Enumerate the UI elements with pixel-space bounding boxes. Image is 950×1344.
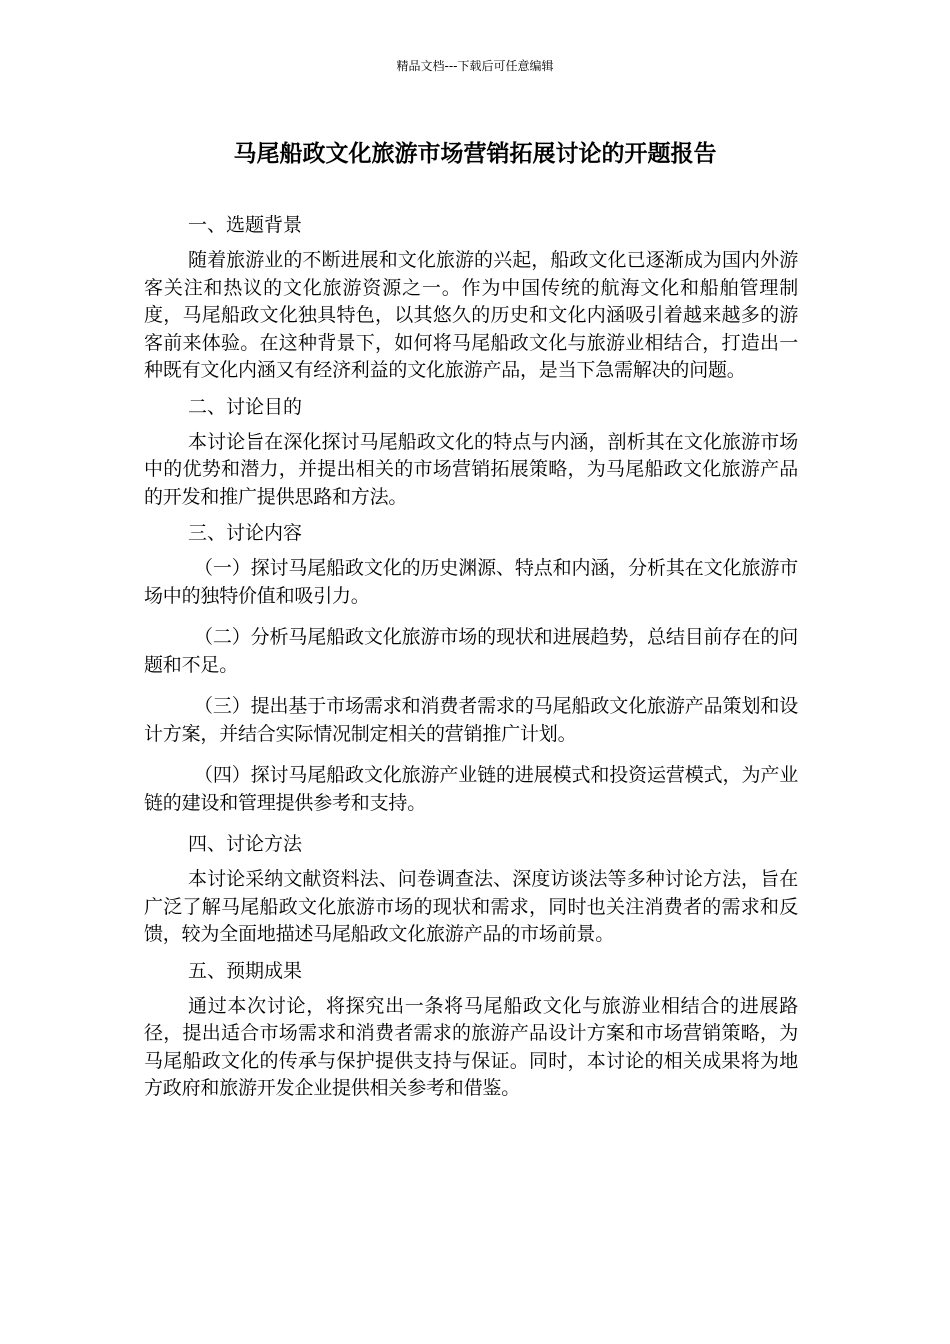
section-heading-methods: 四、讨论方法 [188, 833, 303, 855]
header-note: 精品文档---下载后可任意编辑 [396, 59, 554, 73]
section-heading-background: 一、选题背景 [188, 214, 303, 236]
content-item-1: （一）探讨马尾船政文化的历史渊源、特点和内涵，分析其在文化旅游市场中的独特价值和吸引力。 [144, 557, 798, 607]
section-heading-purpose: 二、讨论目的 [188, 395, 303, 418]
document-title: 马尾船政文化旅游市场营销拓展讨论的开题报告 [233, 141, 717, 167]
paragraph-background: 随着旅游业的不断进展和文化旅游的兴起，船政文化已逐渐成为国内外游客关注和热议的文化旅游资源之一。作为中国传统的航海文化和船舶管理制度，马尾船政文化独具特色，以其悠久的历史和文化内涵吸引着越来越多的游客前来体验。在这种背景下，如何将马尾船政文化与旅游业相结合，打造出一种既有文化内涵又有经济利益的文化旅游产品，是当下急需解决的问题。 [144, 249, 798, 381]
section-heading-outcomes: 五、预期成果 [188, 959, 303, 982]
content-item-4: （四）探讨马尾船政文化旅游产业链的进展模式和投资运营模式，为产业链的建设和管理提供参考和支持。 [144, 764, 798, 814]
content-item-3: （三）提出基于市场需求和消费者需求的马尾船政文化旅游产品策划和设计方案，并结合实际情况制定相关的营销推广计划。 [144, 695, 798, 745]
paragraph-outcomes: 通过本次讨论，将探究出一条将马尾船政文化与旅游业相结合的进展路径，提出适合市场需求和消费者需求的旅游产品设计方案和市场营销策略，为马尾船政文化的传承与保护提供支持与保证。同时，本讨论的相关成果将为地方政府和旅游开发企业提供相关参考和借鉴。 [144, 994, 798, 1099]
document-body [144, 212, 798, 1112]
paragraph-methods: 本讨论采纳文献资料法、问卷调查法、深度访谈法等多种讨论方法，旨在广泛了解马尾船政文化旅游市场的现状和需求，同时也关注消费者的需求和反馈，较为全面地描述马尾船政文化旅游产品的市场前景。 [144, 868, 798, 945]
content-item-2: （二）分析马尾船政文化旅游市场的现状和进展趋势，总结目前存在的问题和不足。 [144, 626, 798, 676]
section-heading-content: 三、讨论内容 [188, 522, 303, 544]
paragraph-purpose: 本讨论旨在深化探讨马尾船政文化的特点与内涵，剖析其在文化旅游市场中的优势和潜力，并提出相关的市场营销拓展策略，为马尾船政文化旅游产品的开发和推广提供思路和方法。 [144, 430, 798, 508]
